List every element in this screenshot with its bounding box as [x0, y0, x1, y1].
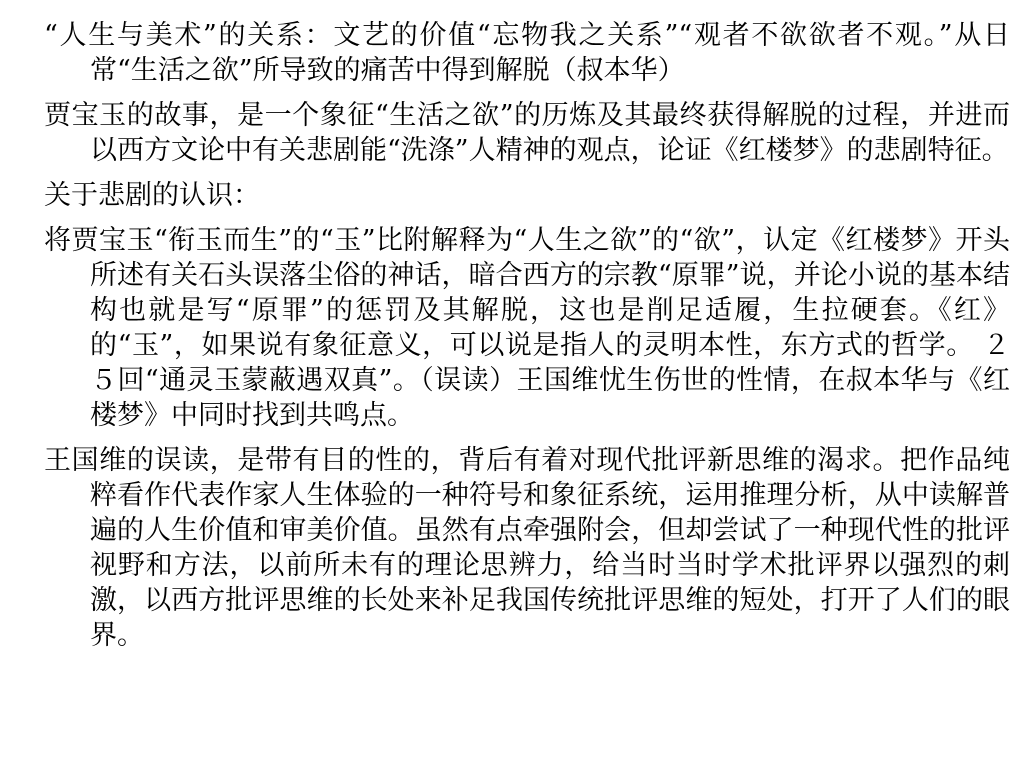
paragraph-tragedy-heading: 关于悲剧的认识： [44, 180, 260, 211]
paragraph-jia-baoyu-story: 贾宝玉的故事，是一个象征“生活之欲”的历炼及其最终获得解脱的过程，并进而以西方文论中有关悲剧能“洗涤”人精神的观点，论证《红楼梦》的悲剧特征。 [44, 100, 1010, 166]
paragraph-jade-interpretation: 将贾宝玉“衔玉而生”的“玉”比附解释为“人生之欲”的“欲”，认定《红楼梦》开头所述有关石头误落尘俗的神话，暗合西方的宗教“原罪”说，并论小说的基本结构也就是写“原罪”的惩罚及其解脱，这也是削足适履，生拉硬套。《红》的“玉”，如果说有象征意义，可以说是指人的灵明本性，东方式的哲学。 ２５回“通灵玉蒙蔽遇双真”。（误读）王国维忧生伤世的性情，在叔本华与《红楼梦》中同时找到共鸣点。 [44, 225, 1010, 431]
paragraph-life-and-art: “人生与美术”的关系：文艺的价值“忘物我之关系”“观者不欲欲者不观。”从日常“生活之欲”所导致的痛苦中得到解脱（叔本华） [44, 20, 1010, 86]
slide-body [44, 18, 1010, 663]
paragraph-misreading-analysis: 王国维的误读，是带有目的性的，背后有着对现代批评新思维的渴求。把作品纯粹看作代表作家人生体验的一种符号和象征系统，运用推理分析，从中读解普遍的人生价值和审美价值。虽然有点牵强附会，但却尝试了一种现代性的批评视野和方法，以前所未有的理论思辨力，给当时当时学术批评界以强烈的刺激，以西方批评思维的长处来补足我国传统批评思维的短处，打开了人们的眼界。 [44, 445, 1010, 651]
